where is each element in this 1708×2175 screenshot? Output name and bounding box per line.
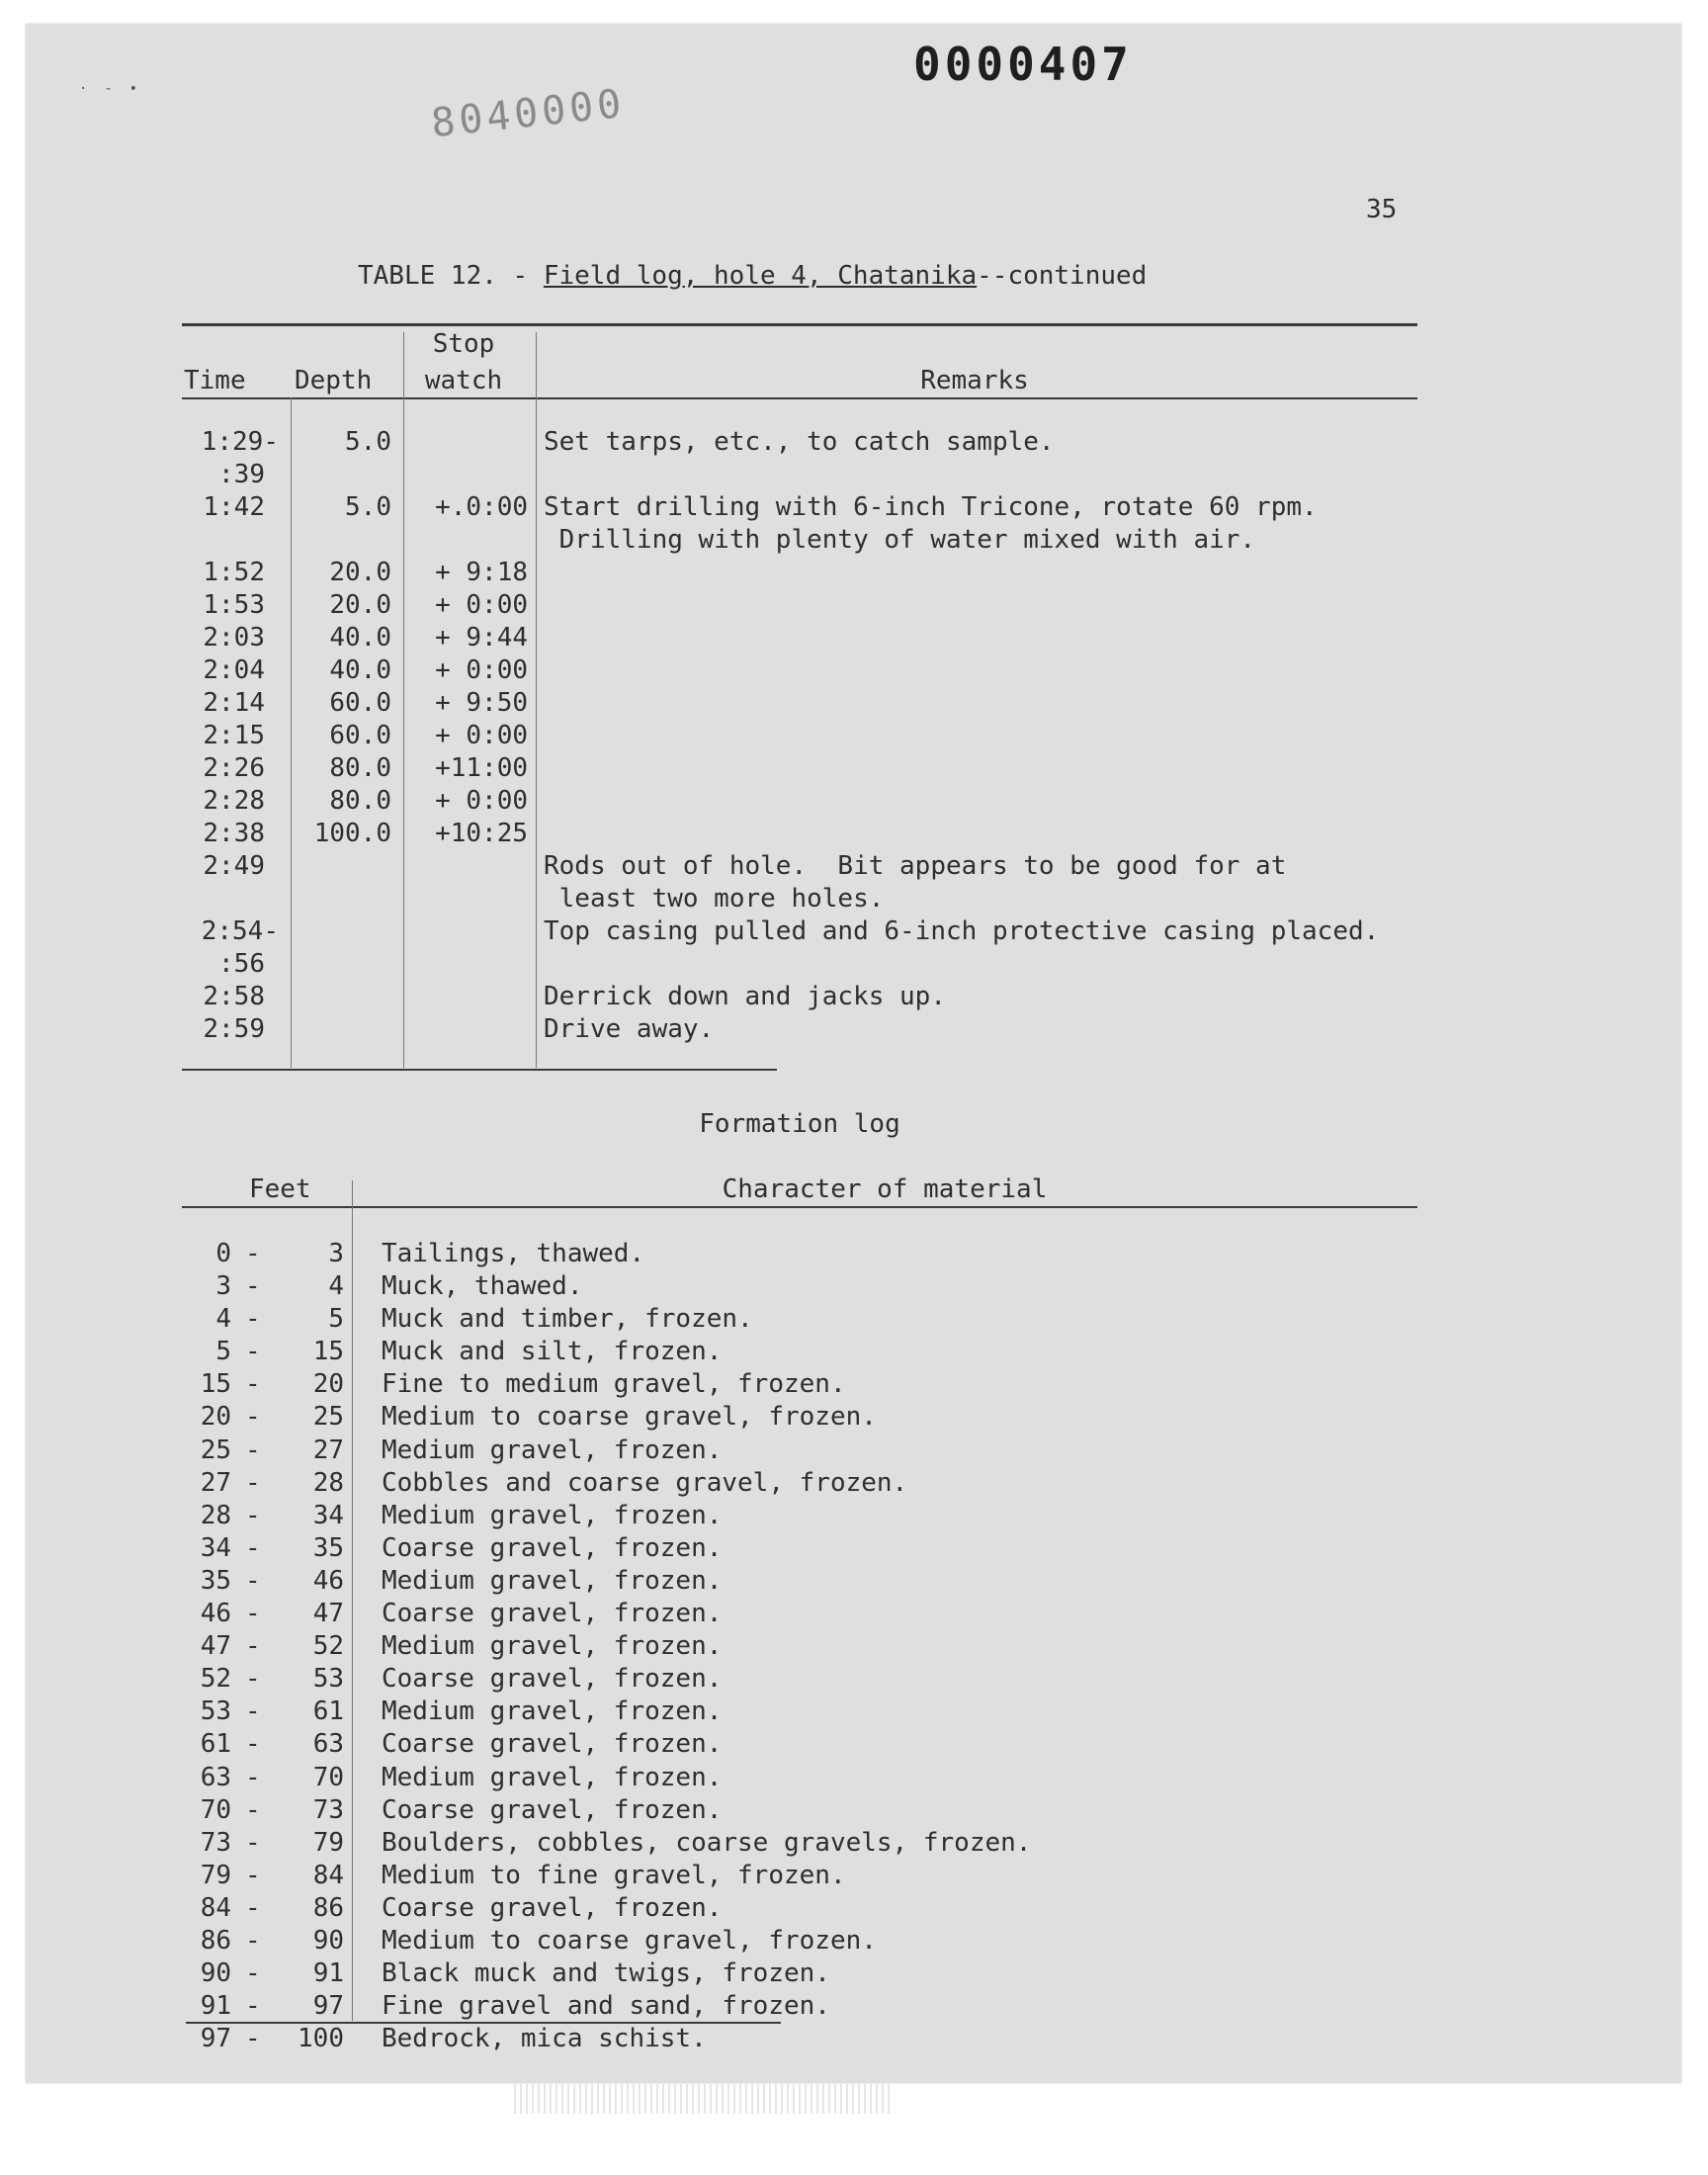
feet-from-cell: 86: [200, 1926, 231, 1956]
material-cell: Medium to coarse gravel, frozen.: [382, 1402, 877, 1432]
feet-dash: -: [245, 1631, 261, 1661]
depth-cell: 60.0: [329, 688, 391, 718]
feet-from-cell: 70: [200, 1795, 231, 1825]
stopwatch-cell: + 0:00: [435, 721, 528, 750]
feet-dash: -: [245, 1304, 261, 1334]
feet-to-cell: 34: [312, 1501, 344, 1530]
feet-from-cell: 61: [200, 1729, 231, 1759]
feet-from-cell: 34: [200, 1533, 231, 1563]
feet-dash: -: [245, 1402, 261, 1432]
time-cell: 2:59: [203, 1014, 265, 1044]
feet-dash: -: [245, 1468, 261, 1498]
stopwatch-cell: +.0:00: [435, 492, 528, 522]
feet-from-cell: 52: [200, 1664, 231, 1694]
material-cell: Medium gravel, frozen.: [382, 1631, 723, 1661]
time-cell: 2:58: [203, 982, 265, 1011]
feet-dash: -: [245, 1861, 261, 1890]
stopwatch-cell: + 9:50: [435, 688, 528, 718]
feet-to-cell: 73: [312, 1795, 344, 1825]
scan-edge-artifact: [514, 2084, 890, 2114]
stopwatch-cell: +11:00: [435, 753, 528, 783]
remarks-cell: Drive away.: [544, 1014, 715, 1044]
depth-cell: 80.0: [329, 786, 391, 816]
time-cell: 2:54-: [201, 916, 279, 946]
feet-to-cell: 20: [312, 1369, 344, 1399]
material-cell: Medium to coarse gravel, frozen.: [382, 1926, 877, 1956]
feet-dash: -: [245, 1501, 261, 1530]
material-cell: Bedrock, mica schist.: [382, 2024, 707, 2053]
feet-dash: -: [245, 1566, 261, 1596]
feet-dash: -: [245, 1991, 261, 2021]
feet-dash: -: [245, 1337, 261, 1366]
feet-to-cell: 53: [312, 1664, 344, 1694]
feet-to-cell: 3: [328, 1239, 344, 1268]
material-cell: Coarse gravel, frozen.: [382, 1664, 723, 1694]
page-number: 35: [1366, 195, 1398, 224]
feet-from-cell: 35: [200, 1566, 231, 1596]
feet-from-cell: 53: [200, 1696, 231, 1726]
feet-dash: -: [245, 1696, 261, 1726]
stopwatch-cell: + 9:18: [435, 558, 528, 587]
feet-from-cell: 97: [200, 2024, 231, 2053]
feet-to-cell: 35: [312, 1533, 344, 1563]
material-cell: Muck, thawed.: [382, 1271, 583, 1301]
material-cell: Muck and timber, frozen.: [382, 1304, 753, 1334]
feet-dash: -: [245, 1436, 261, 1465]
material-cell: Coarse gravel, frozen.: [382, 1795, 723, 1825]
formation-log-header-rule: [182, 1206, 1417, 1208]
feet-from-cell: 27: [200, 1468, 231, 1498]
depth-cell: 40.0: [329, 623, 391, 652]
feet-to-cell: 79: [312, 1828, 344, 1858]
remarks-cell: Start drilling with 6-inch Tricone, rotate 60 rpm.: [544, 492, 1318, 522]
feet-to-cell: 4: [328, 1271, 344, 1301]
field-log-top-rule: [182, 323, 1417, 326]
feet-from-cell: 73: [200, 1828, 231, 1858]
feet-from-cell: 90: [200, 1958, 231, 1988]
material-cell: Fine to medium gravel, frozen.: [382, 1369, 846, 1399]
feet-dash: -: [245, 1828, 261, 1858]
feet-from-cell: 63: [200, 1763, 231, 1792]
feet-to-cell: 25: [312, 1402, 344, 1432]
feet-to-cell: 63: [312, 1729, 344, 1759]
time-cell: 2:03: [203, 623, 265, 652]
feet-to-cell: 28: [312, 1468, 344, 1498]
feet-dash: -: [245, 2024, 261, 2053]
scanned-page: [26, 24, 1681, 2083]
field-log-col-divider: [536, 332, 537, 1068]
time-cell: 2:15: [203, 721, 265, 750]
time-cell: 2:28: [203, 786, 265, 816]
remarks-cell: Top casing pulled and 6-inch protective casing placed.: [544, 916, 1380, 946]
table-title-prefix: TABLE 12. -: [358, 261, 544, 291]
formation-log-col-divider: [352, 1180, 353, 2021]
feet-from-cell: 20: [200, 1402, 231, 1432]
depth-cell: 60.0: [329, 721, 391, 750]
feet-from-cell: 0: [215, 1239, 231, 1268]
material-cell: Fine gravel and sand, frozen.: [382, 1991, 830, 2021]
feet-from-cell: 79: [200, 1861, 231, 1890]
feet-dash: -: [245, 1369, 261, 1399]
material-cell: Boulders, cobbles, coarse gravels, frozen.: [382, 1828, 1032, 1858]
time-cell: 1:52: [203, 558, 265, 587]
depth-cell: 100.0: [313, 819, 391, 848]
feet-to-cell: 86: [312, 1893, 344, 1923]
feet-to-cell: 100: [298, 2024, 344, 2053]
feet-from-cell: 84: [200, 1893, 231, 1923]
feet-dash: -: [245, 1599, 261, 1628]
remarks-cell: Rods out of hole. Bit appears to be good for at: [544, 851, 1287, 881]
stopwatch-cell: + 0:00: [435, 590, 528, 620]
feet-to-cell: 70: [312, 1763, 344, 1792]
depth-cell: 20.0: [329, 590, 391, 620]
formation-log-bottom-rule: [186, 2022, 781, 2024]
time-cell-continued: :56: [218, 949, 265, 979]
remarks-cell-continued: Drilling with plenty of water mixed with air.: [544, 525, 1256, 555]
feet-from-cell: 25: [200, 1436, 231, 1465]
stopwatch-cell: + 9:44: [435, 623, 528, 652]
feet-dash: -: [245, 1533, 261, 1563]
material-cell: Coarse gravel, frozen.: [382, 1533, 723, 1563]
feet-to-cell: 61: [312, 1696, 344, 1726]
feet-from-cell: 47: [200, 1631, 231, 1661]
depth-cell: 5.0: [345, 427, 391, 457]
feet-dash: -: [245, 1729, 261, 1759]
field-log-header-rule: [182, 397, 1417, 399]
feet-from-cell: 91: [200, 1991, 231, 2021]
remarks-cell: Set tarps, etc., to catch sample.: [544, 427, 1055, 457]
table-title: [358, 260, 1147, 293]
time-cell-continued: :39: [218, 460, 265, 489]
feet-from-cell: 28: [200, 1501, 231, 1530]
table-title-suffix: --continued: [977, 261, 1148, 291]
feet-dash: -: [245, 1893, 261, 1923]
time-cell: 1:29-: [201, 427, 279, 457]
feet-to-cell: 46: [312, 1566, 344, 1596]
material-cell: Coarse gravel, frozen.: [382, 1599, 723, 1628]
material-cell: Coarse gravel, frozen.: [382, 1893, 723, 1923]
header-character: Character of material: [722, 1174, 1048, 1204]
field-log-bottom-rule: [182, 1069, 777, 1071]
stopwatch-cell: + 0:00: [435, 786, 528, 816]
material-cell: Medium gravel, frozen.: [382, 1566, 723, 1596]
page-stamp-number: 0000407: [913, 38, 1133, 91]
header-depth: Depth: [295, 366, 373, 395]
feet-dash: -: [245, 1664, 261, 1694]
time-cell: 2:26: [203, 753, 265, 783]
feet-to-cell: 91: [312, 1958, 344, 1988]
feet-from-cell: 3: [215, 1271, 231, 1301]
header-time: Time: [184, 366, 246, 395]
time-cell: 2:04: [203, 655, 265, 685]
depth-cell: 40.0: [329, 655, 391, 685]
material-cell: Black muck and twigs, frozen.: [382, 1958, 830, 1988]
feet-to-cell: 47: [312, 1599, 344, 1628]
feet-to-cell: 5: [328, 1304, 344, 1334]
remarks-cell-continued: least two more holes.: [544, 884, 885, 914]
feet-dash: -: [245, 1763, 261, 1792]
feet-dash: -: [245, 1958, 261, 1988]
material-cell: Medium gravel, frozen.: [382, 1696, 723, 1726]
material-cell: Muck and silt, frozen.: [382, 1337, 723, 1366]
time-cell: 2:49: [203, 851, 265, 881]
material-cell: Medium gravel, frozen.: [382, 1763, 723, 1792]
feet-to-cell: 84: [312, 1861, 344, 1890]
stopwatch-cell: + 0:00: [435, 655, 528, 685]
feet-to-cell: 27: [312, 1436, 344, 1465]
header-watch: watch: [424, 366, 503, 395]
formation-log-title: Formation log: [699, 1109, 900, 1139]
feet-to-cell: 52: [312, 1631, 344, 1661]
time-cell: 1:53: [203, 590, 265, 620]
header-stop: Stop: [432, 329, 495, 359]
feet-dash: -: [245, 1239, 261, 1268]
feet-from-cell: 15: [200, 1369, 231, 1399]
time-cell: 2:14: [203, 688, 265, 718]
table-title-underlined: Field log, hole 4, Chatanika: [543, 261, 978, 291]
stopwatch-cell: +10:25: [435, 819, 528, 848]
feet-dash: -: [245, 1926, 261, 1956]
material-cell: Medium to fine gravel, frozen.: [382, 1861, 846, 1890]
feet-from-cell: 46: [200, 1599, 231, 1628]
remarks-cell: Derrick down and jacks up.: [544, 982, 946, 1011]
depth-cell: 5.0: [345, 492, 391, 522]
material-cell: Medium gravel, frozen.: [382, 1501, 723, 1530]
depth-cell: 20.0: [329, 558, 391, 587]
material-cell: Medium gravel, frozen.: [382, 1436, 723, 1465]
material-cell: Coarse gravel, frozen.: [382, 1729, 723, 1759]
material-cell: Cobbles and coarse gravel, frozen.: [382, 1468, 908, 1498]
feet-dash: -: [245, 1271, 261, 1301]
feet-from-cell: 5: [215, 1337, 231, 1366]
header-remarks: Remarks: [920, 366, 1029, 395]
feet-to-cell: 97: [312, 1991, 344, 2021]
time-cell: 2:38: [203, 819, 265, 848]
scan-specks: · - •: [79, 81, 138, 97]
field-log-col-divider: [291, 397, 292, 1068]
feet-to-cell: 90: [312, 1926, 344, 1956]
feet-dash: -: [245, 1795, 261, 1825]
depth-cell: 80.0: [329, 753, 391, 783]
feet-from-cell: 4: [215, 1304, 231, 1334]
feet-to-cell: 15: [312, 1337, 344, 1366]
faded-stamp-number: 8040000: [429, 80, 628, 147]
header-feet: Feet: [249, 1174, 311, 1204]
material-cell: Tailings, thawed.: [382, 1239, 645, 1268]
time-cell: 1:42: [203, 492, 265, 522]
